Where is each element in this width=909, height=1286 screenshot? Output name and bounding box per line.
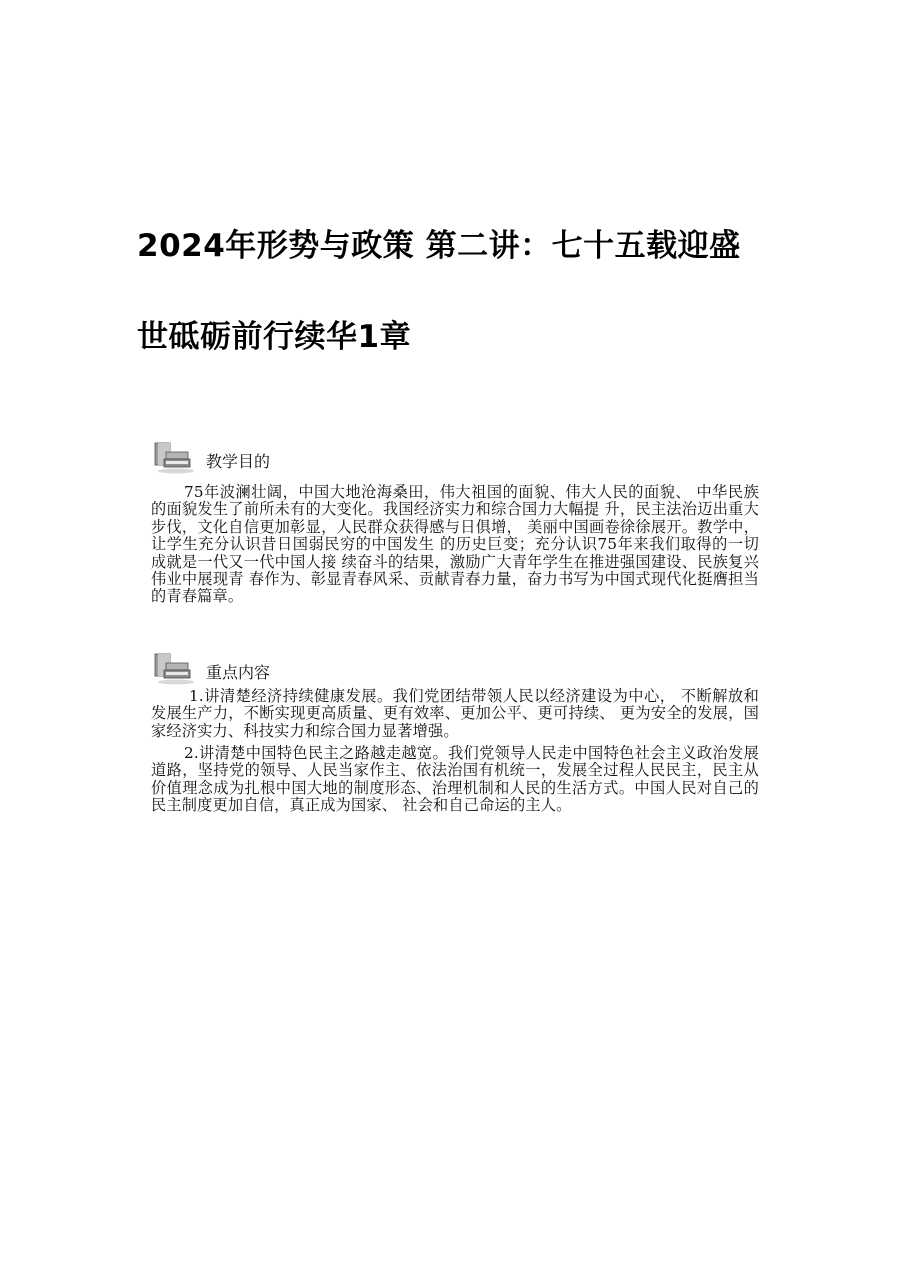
teaching-purpose-paragraph: 75年波澜壮阔，中国大地沧海桑田，伟大祖国的面貌、伟大人民的面貌、 中华民族的面貌发生了前所未有的大变化。我国经济实力和综合国力大幅提 升，民主法治迈出重大步伐，文化自信更加彰显，人民群众获得感与日俱增， 美丽中国画卷徐徐展开。教学中，让学生充分认识昔日国弱民穷的中国发生 的历史巨变；充分认识75年来我们取得的一切成就是一代又一代中国人接 续奋斗的结果，激励广大青年学生在推进强国建设、民族复兴伟业中展现青 春作为、彰显青春风采、贡献青春力量，奋力书写为中国式现代化挺膺担当 的青春篇章。: [151, 483, 759, 606]
document-title-line-1: 2024年形势与政策 第二讲：七十五载迎盛: [137, 228, 741, 264]
books-icon: [152, 440, 196, 474]
section-heading-key-content: [152, 649, 270, 685]
key-content-paragraph-1: 1.讲清楚经济持续健康发展。我们党团结带领人民以经济建设为中心， 不断解放和发展生产力，不断实现更高质量、更有效率、更加公平、更可持续、 更为安全的发展，国家经济实力、科技实力和综合国力显著增强。: [151, 687, 759, 740]
document-title-line-2: 世砥砺前行续华1章: [137, 319, 412, 355]
section-heading-teaching-purpose: [152, 438, 270, 474]
section-heading-label: 教学目的: [206, 452, 271, 471]
section-heading-label: 重点内容: [206, 663, 271, 682]
books-icon: [152, 651, 196, 685]
key-content-paragraph-2: 2.讲清楚中国特色民主之路越走越宽。我们党领导人民走中国特色社会主义政治发展道路，坚持党的领导、人民当家作主、依法治国有机统一，发展全过程人民民主，民主从价值理念成为扎根中国大地的制度形态、治理机制和人民的生活方式。中国人民对自己的民主制度更加自信，真正成为国家、 社会和自己命运的主人。: [151, 744, 759, 815]
